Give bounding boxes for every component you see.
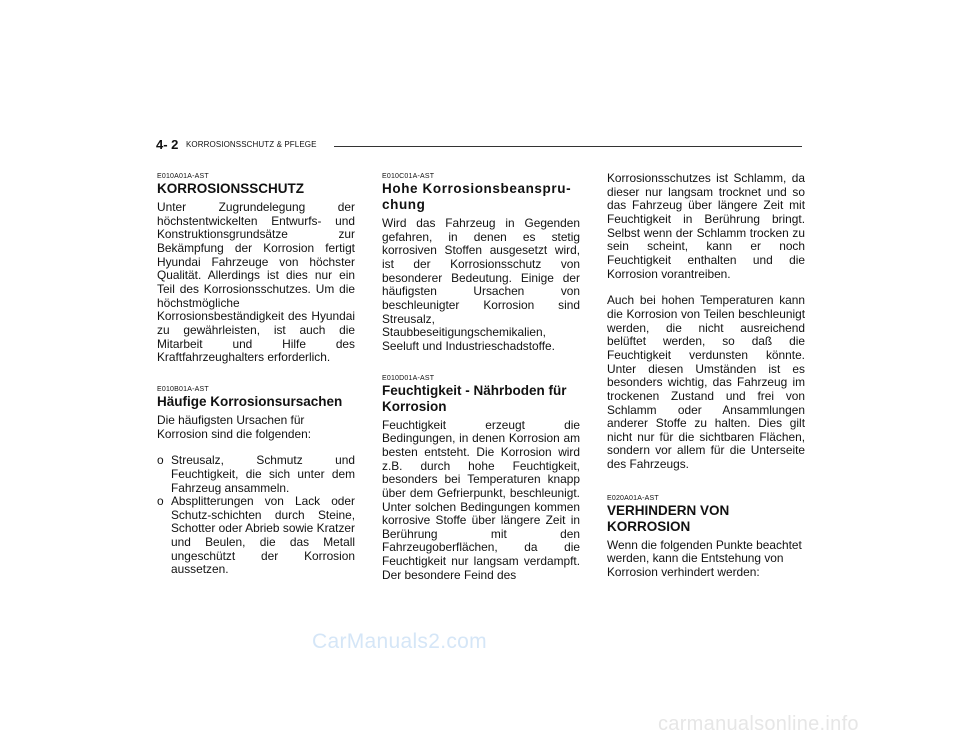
section-heading: KORROSIONSSCHUTZ <box>157 181 305 196</box>
bullet-text: Absplitterungen von Lack oder Schutz-schichten durch Steine, Schotter oder Abrieb sowie Kratzer und Beulen, die das Metall ungeschützt der Korrosion aussetzen. <box>171 494 355 577</box>
section-paragraph: Die häufigsten Ursachen für Korrosion sind die folgenden: <box>157 412 312 441</box>
bullet-text: Streusalz, Schmutz und Feuchtigkeit, die sich unter dem Fahrzeug ansammeln. <box>171 453 355 495</box>
section-paragraph: Wird das Fahrzeug in Gegenden gefahren, in denen es stetig korrosiven Stoffen ausgesetzt wird, ist der Korrosionsschutz von besonderer Bedeutung. Einige der häufigsten Ursachen von beschleunigter Korrosion sind Streusalz, Staubbeseitigungschemikalien, Seeluft und Industrieschadstoffe. <box>382 216 580 353</box>
list-item <box>157 495 355 577</box>
header-rule <box>334 146 802 147</box>
column-right <box>607 172 805 600</box>
section-heading: VERHINDERN VON KORROSION <box>607 502 730 534</box>
section-heading: Feuchtigkeit - Nährboden für Korrosion <box>382 382 567 414</box>
section-feuchtigkeit <box>382 374 580 583</box>
section-code: E010D01A-AST <box>382 374 435 382</box>
section-heading: Häufige Korrosionsursachen <box>157 393 343 409</box>
section-code: E020A01A-AST <box>607 494 659 502</box>
spacer <box>607 472 805 494</box>
section-paragraph: Feuchtigkeit erzeugt die Bedingungen, in denen Korrosion am besten entsteht. Die Korrosion wird z.B. durch hohe Feuchtigkeit, besonders bei Temperaturen knapp über dem Gefrierpunkt, beschleunigt. Unter solchen Bedingungen kommen korrosive Stoffe über längere Zeit in Berührung mit den Fahrzeugoberflächen, da die Feuchtigkeit nur langsam verdampft. Der besondere Feind des <box>382 417 580 582</box>
bullet-mark: o <box>157 453 164 468</box>
continued-paragraph: Korrosionsschutzes ist Schlamm, da dieser nur langsam trocknet und so das Fahrzeug über längere Zeit mit Feuchtigkeit in Berührung bringt. Selbst wenn der Schlamm trocken zu sein scheint, kann er noch Feuchtigkeit enthalten und die Korrosion vorantreiben. <box>607 171 805 281</box>
section-paragraph: Wenn die folgenden Punkte beachtet werden, kann die Entstehung von Korrosion verhindert werden: <box>607 537 802 580</box>
section-code: E010C01A-AST <box>382 173 435 180</box>
section-title: KORROSIONSSCHUTZ & PFLEGE <box>186 140 317 149</box>
watermark-right: carmanualsonline.info <box>658 713 859 735</box>
watermark-left: CarManuals2.com <box>312 630 487 653</box>
section-paragraph: Unter Zugrundelegung der höchstentwickelten Entwurfs- und Konstruktionsgrundsätze zur Bekämpfung der Korrosion fertigt Hyundai Fahrzeuge von höchster Qualität. Allerdings ist dies nur ein Teil des Korrosionsschutzes. Um die höchstmögliche Korrosionsbeständigkeit des Hyundai zu gewährleisten, ist auch die Mitarbeit und Hilfe des Kraftfahrzeughalters erforderlich. <box>157 200 355 365</box>
section-verhindern <box>607 494 805 580</box>
column-middle <box>382 172 580 602</box>
section-code: E010A01A-AST <box>157 173 209 180</box>
section-code: E010B01A-AST <box>157 385 209 393</box>
column-left <box>157 172 355 597</box>
section-haeufige-ursachen <box>157 385 355 577</box>
section-korrosionsschutz <box>157 172 355 365</box>
bullet-mark: o <box>157 494 164 509</box>
page-number: 4- 2 <box>156 137 179 152</box>
paragraph: Auch bei hohen Temperaturen kann die Korrosion von Teilen beschleunigt werden, die nicht ausreichend belüftet werden, so daß die Feuchtigkeit verdunsten könnte. Unter diesen Umständen ist es besonders wichtig, das Fahrzeug im trockenen Zustand und frei von Schlamm oder Ansammlungen anderer Stoffe zu halten. Dies gilt nicht nur für die sichtbaren Flächen, sondern vor allem für die Unterseite des Fahrzeugs. <box>607 293 805 472</box>
section-heading: Hohe Korrosionsbeanspru- chung <box>382 181 572 212</box>
section-hohe-beanspruchung <box>382 172 580 354</box>
list-item <box>157 454 355 495</box>
page-header <box>156 137 802 157</box>
